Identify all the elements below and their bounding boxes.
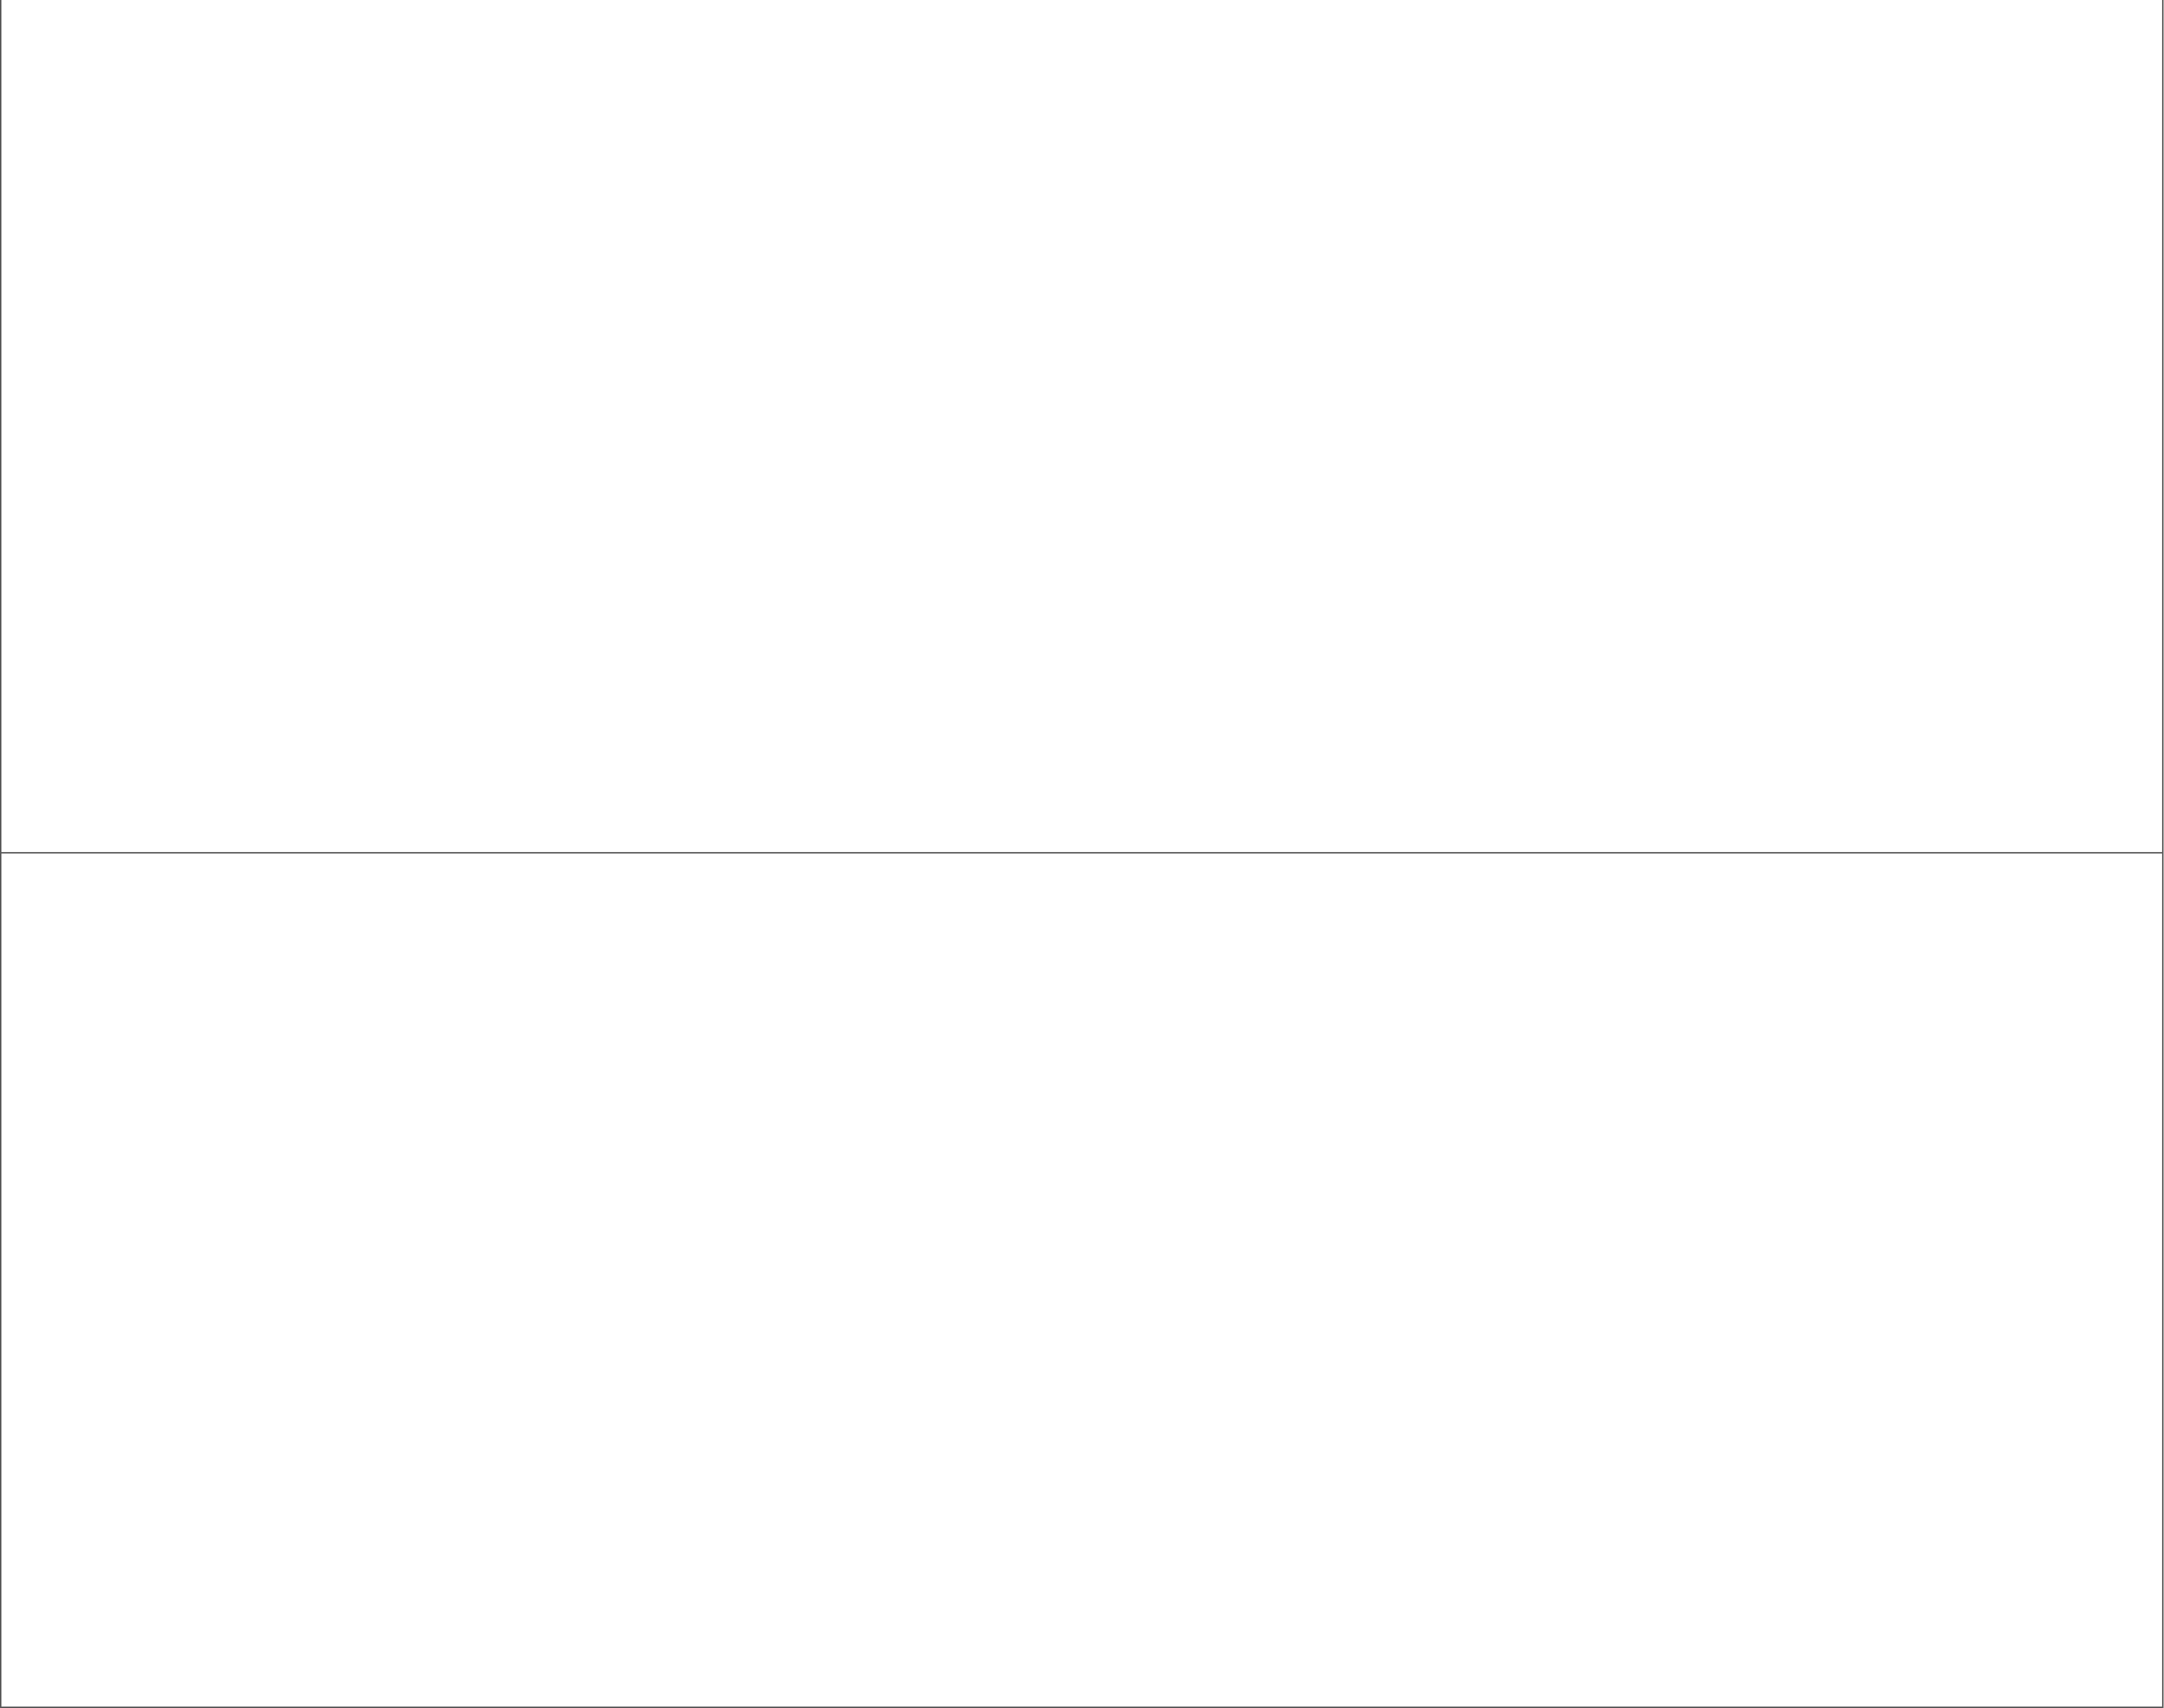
planner-page-bottom xyxy=(0,852,2164,1708)
